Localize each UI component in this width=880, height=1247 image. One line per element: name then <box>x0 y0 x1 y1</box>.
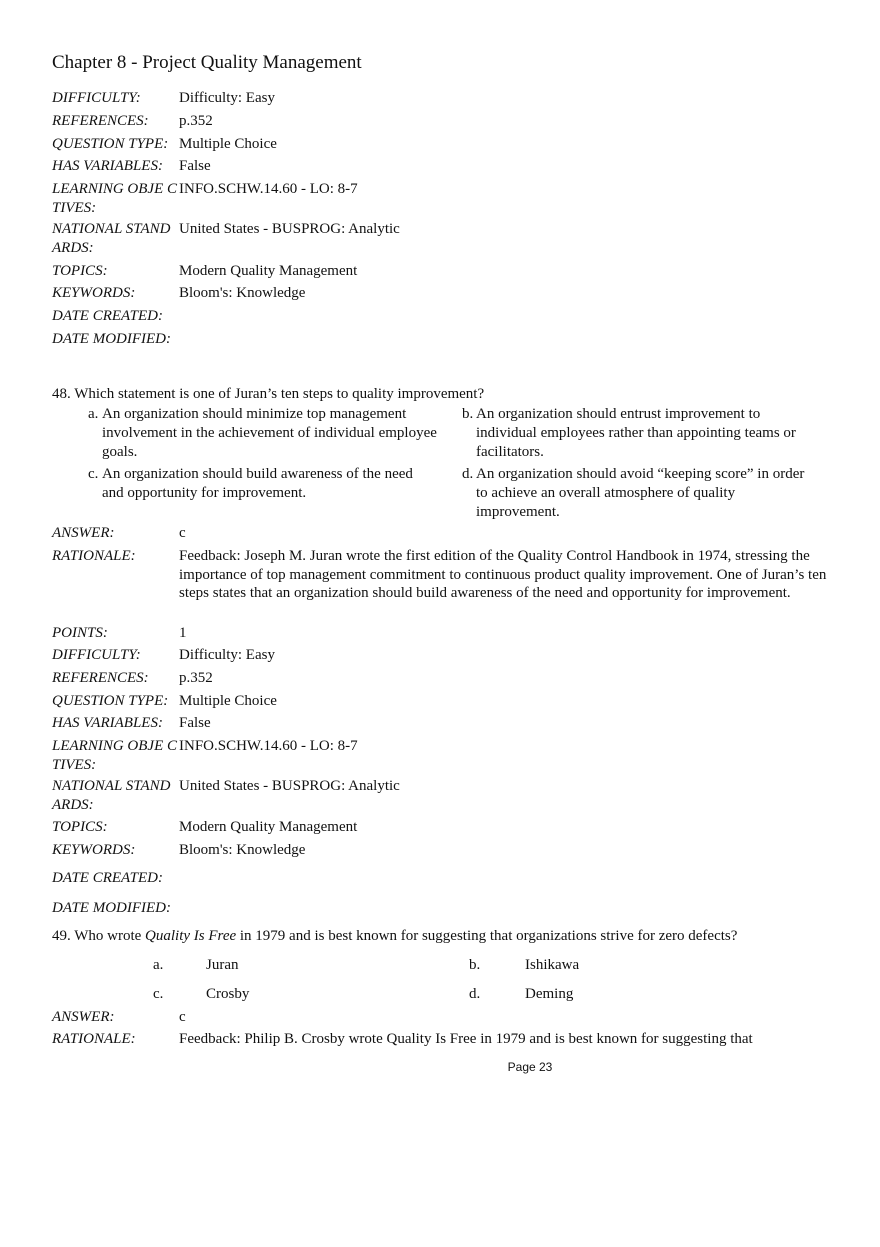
difficulty-value: Difficulty: Easy <box>179 90 275 106</box>
question-49-pre: 49. Who wrote <box>52 928 146 944</box>
answer-value: c <box>179 1009 186 1025</box>
keywords-value: Bloom's: Knowledge <box>179 842 306 858</box>
date-modified-label: DATE MODIFIED: <box>52 900 171 916</box>
question-49-text <box>52 928 737 945</box>
q48-option-c-text: An organization should build awareness of the need and opportunity for improvement. <box>102 466 413 501</box>
topics-value: Modern Quality Management <box>179 819 358 835</box>
q49-option-c-text: Crosby <box>206 986 250 1002</box>
learning-objectives-label: LEARNING OBJE CTIVES: <box>52 738 177 773</box>
chapter-title: Chapter 8 - Project Quality Management <box>52 52 362 73</box>
answer-label: ANSWER: <box>52 525 115 541</box>
difficulty-label: DIFFICULTY: <box>52 647 141 663</box>
question-type-label: QUESTION TYPE: <box>52 693 169 709</box>
difficulty-label: DIFFICULTY: <box>52 90 141 106</box>
rationale-label: RATIONALE: <box>52 1031 136 1047</box>
q48-option-d <box>462 465 812 522</box>
rationale-label: RATIONALE: <box>52 548 136 564</box>
question-49-book-title: Quality Is Free <box>145 928 237 944</box>
question-type-label: QUESTION TYPE: <box>52 136 169 152</box>
answer-label: ANSWER: <box>52 1009 115 1025</box>
references-label: REFERENCES: <box>52 113 149 129</box>
q49-option-a-letter: a. <box>153 957 164 973</box>
national-standards-value: United States - BUSPROG: Analytic <box>179 221 400 237</box>
national-standards-label: NATIONAL STAND ARDS: <box>52 221 171 256</box>
references-label: REFERENCES: <box>52 670 149 686</box>
rationale-text: Feedback: Joseph M. Juran wrote the first edition of the Quality Control Handbook in 1974, stressing the importance of top management commitment to continuous product quality improvement. One of Juran’s ten steps states that an organization should build awareness of the need and opportunity for improvement. <box>179 548 827 601</box>
date-created-label: DATE CREATED: <box>52 308 163 324</box>
q48-option-d-letter: d. <box>462 466 474 482</box>
q49-option-d-text: Deming <box>525 986 574 1002</box>
has-variables-label: HAS VARIABLES: <box>52 158 163 174</box>
keywords-label: KEYWORDS: <box>52 842 136 858</box>
answer-value: c <box>179 525 186 541</box>
q49-option-a-text: Juran <box>206 957 239 973</box>
q48-option-b-letter: b. <box>462 406 474 422</box>
question-49-post: in 1979 and is best known for suggesting that organizations strive for zero defects? <box>236 928 738 944</box>
references-value: p.352 <box>179 670 213 686</box>
q48-option-a <box>88 405 438 462</box>
topics-value: Modern Quality Management <box>179 263 358 279</box>
references-value: p.352 <box>179 113 213 129</box>
q49-option-b-text: Ishikawa <box>525 957 580 973</box>
page-number: Page 23 <box>507 1060 553 1074</box>
has-variables-value: False <box>179 715 211 731</box>
question-type-value: Multiple Choice <box>179 136 277 152</box>
q49-option-c-letter: c. <box>153 986 164 1002</box>
date-modified-label: DATE MODIFIED: <box>52 331 171 347</box>
q48-option-c <box>88 465 438 503</box>
keywords-value: Bloom's: Knowledge <box>179 285 306 301</box>
points-label: POINTS: <box>52 625 108 641</box>
national-standards-value: United States - BUSPROG: Analytic <box>179 778 400 794</box>
question-48-text: 48. Which statement is one of Juran’s ten steps to quality improvement? <box>52 386 485 402</box>
question-type-value: Multiple Choice <box>179 693 277 709</box>
q48-option-b <box>462 405 812 462</box>
q49-option-b-letter: b. <box>469 957 481 973</box>
learning-objectives-label: LEARNING OBJE CTIVES: <box>52 181 177 216</box>
q48-option-b-text: An organization should entrust improvement to individual employees rather than appointing teams or facilitators. <box>476 406 796 460</box>
q48-option-a-text: An organization should minimize top management involvement in the achievement of individual employee goals. <box>102 406 437 460</box>
topics-label: TOPICS: <box>52 819 108 835</box>
has-variables-value: False <box>179 158 211 174</box>
learning-objectives-value: INFO.SCHW.14.60 - LO: 8-7 <box>179 181 358 197</box>
difficulty-value: Difficulty: Easy <box>179 647 275 663</box>
q48-option-d-text: An organization should avoid “keeping score” in order to achieve an overall atmosphere of quality improvement. <box>476 466 805 520</box>
q48-option-a-letter: a. <box>88 406 99 422</box>
has-variables-label: HAS VARIABLES: <box>52 715 163 731</box>
learning-objectives-value: INFO.SCHW.14.60 - LO: 8-7 <box>179 738 358 754</box>
rationale-text: Feedback: Philip B. Crosby wrote Quality Is Free in 1979 and is best known for suggesting that <box>179 1031 753 1047</box>
points-value: 1 <box>179 625 187 641</box>
q48-option-c-letter: c. <box>88 466 99 482</box>
q49-option-d-letter: d. <box>469 986 481 1002</box>
date-created-label: DATE CREATED: <box>52 870 163 886</box>
national-standards-label: NATIONAL STAND ARDS: <box>52 778 171 813</box>
topics-label: TOPICS: <box>52 263 108 279</box>
keywords-label: KEYWORDS: <box>52 285 136 301</box>
